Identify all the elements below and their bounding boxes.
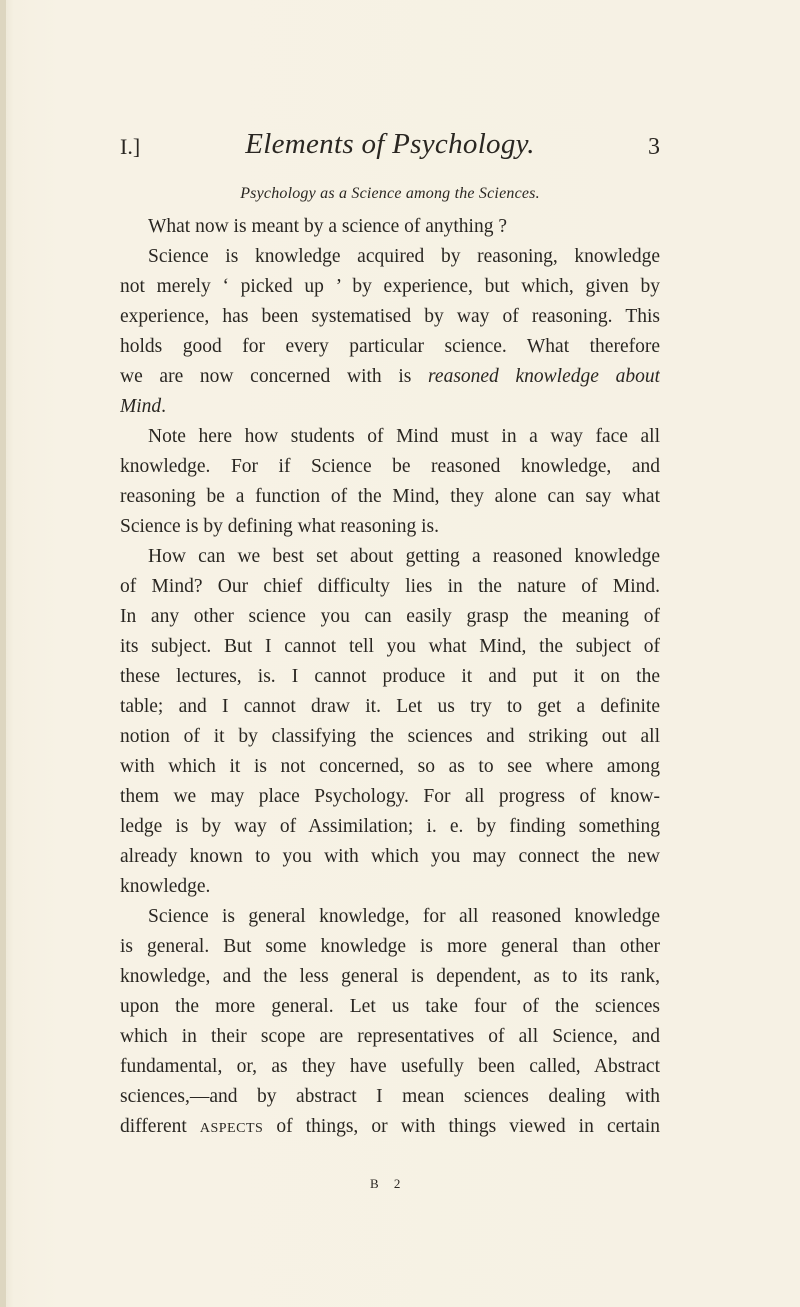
signature-mark: B 2	[370, 1176, 407, 1191]
text-line: experience, has been systematised by way of reasoning. This	[120, 306, 660, 327]
text-line: ledge is by way of Assimilation; i. e. by finding something	[120, 816, 660, 837]
text-line: which in their scope are representatives of all Science, and	[120, 1026, 660, 1047]
text-line: of Mind? Our chief difficulty lies in the nature of Mind.	[120, 576, 660, 597]
page-number: 3	[648, 134, 660, 160]
text-line: Mind.	[120, 396, 167, 417]
text-line: upon the more general. Let us take four of the sciences	[120, 996, 660, 1017]
text-line: sciences,—and by abstract I mean sciences dealing with	[120, 1086, 660, 1107]
running-header	[120, 128, 660, 168]
text-line: reasoning be a function of the Mind, they alone can say what	[120, 486, 660, 507]
text-line: knowledge, and the less general is dependent, as to its rank,	[120, 966, 660, 987]
text-line: notion of it by classifying the sciences and striking out all	[120, 726, 660, 747]
text-line: table; and I cannot draw it. Let us try to get a definite	[120, 696, 660, 717]
text-line: Science is general knowledge, for all reasoned knowledge	[148, 906, 660, 927]
text-line: we are now concerned with is reasoned knowledge about	[120, 366, 660, 387]
chapter-marker: I.]	[120, 134, 141, 159]
section-title: Psychology as a Science among the Sciences.	[240, 185, 540, 202]
text-line: What now is meant by a science of anything ?	[148, 216, 508, 237]
page-gutter-edge	[0, 0, 6, 1307]
text-line: knowledge.	[120, 876, 211, 897]
text-line: is general. But some knowledge is more general than other	[120, 936, 660, 957]
text-line: knowledge. For if Science be reasoned knowledge, and	[120, 456, 660, 477]
body-text	[120, 212, 660, 1142]
text-line: not merely ‘ picked up ’ by experience, but which, given by	[120, 276, 660, 297]
text-line: these lectures, is. I cannot produce it and put it on the	[120, 666, 660, 687]
running-title: Elements of Psychology.	[245, 128, 535, 160]
text-line: already known to you with which you may connect the new	[120, 846, 660, 867]
text-line: different aspects of things, or with things viewed in certain	[120, 1116, 660, 1137]
text-line: Note here how students of Mind must in a way face all	[148, 426, 660, 447]
text-line: them we may place Psychology. For all progress of know-	[120, 786, 660, 807]
text-line: Science is knowledge acquired by reasoning, knowledge	[148, 246, 660, 267]
text-line: In any other science you can easily grasp the meaning of	[120, 606, 660, 627]
text-line: fundamental, or, as they have usefully been called, Abstract	[120, 1056, 660, 1077]
text-line: How can we best set about getting a reasoned knowledge	[148, 546, 660, 567]
text-line: holds good for every particular science. What therefore	[120, 336, 660, 357]
text-line: Science is by defining what reasoning is.	[120, 516, 439, 537]
text-line: with which it is not concerned, so as to see where among	[120, 756, 660, 777]
text-line: its subject. But I cannot tell you what Mind, the subject of	[120, 636, 660, 657]
